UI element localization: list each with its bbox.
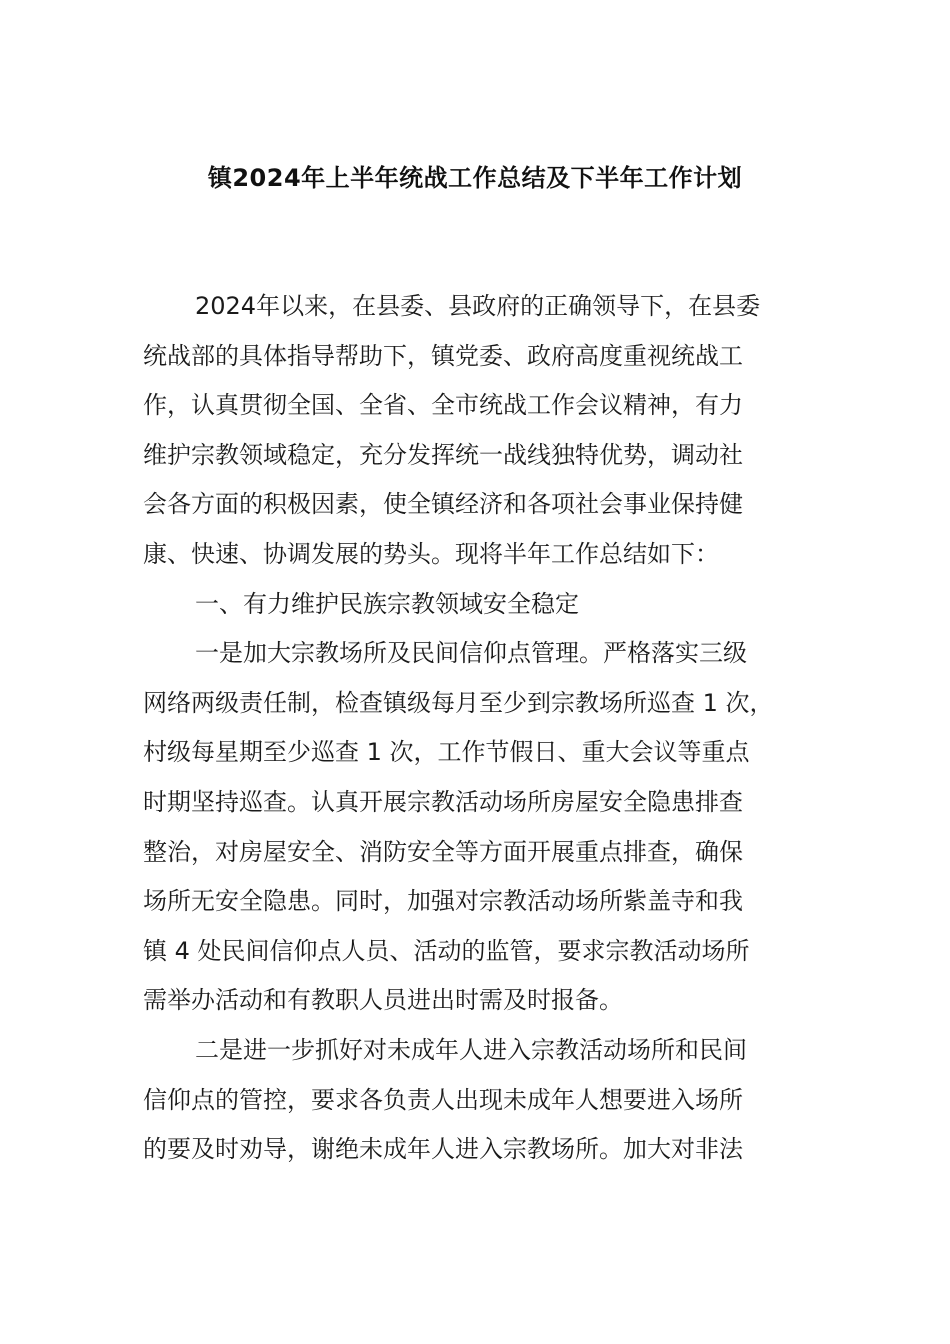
document-title: 镇2024年上半年统战工作总结及下半年工作计划: [207, 164, 743, 192]
paragraph-line: 二是进一步抓好对未成年人进入宗教活动场所和民间: [195, 1035, 747, 1064]
paragraph-line: 的要及时劝导，谢绝未成年人进入宗教场所。加大对非法: [143, 1135, 743, 1164]
paragraph-line: 2024年以来，在县委、县政府的正确领导下，在县委: [195, 292, 761, 320]
paragraph-line: 场所无安全隐患。同时，加强对宗教活动场所紫盖寺和我: [143, 887, 743, 916]
document-body: [143, 282, 807, 1175]
paragraph-line: 作，认真贯彻全国、全省、全市统战工作会议精神，有力: [143, 391, 743, 420]
paragraph-line: 康、快速、协调发展的势头。现将半年工作总结如下：: [143, 539, 719, 568]
paragraph-line: 整治，对房屋安全、消防安全等方面开展重点排查，确保: [143, 837, 743, 866]
paragraph-line: 村级每星期至少巡查 1 次，工作节假日、重大会议等重点: [143, 738, 750, 767]
paragraph-line: 统战部的具体指导帮助下，镇党委、政府高度重视统战工: [143, 341, 743, 370]
paragraph-line: 时期坚持巡查。认真开展宗教活动场所房屋安全隐患排查: [143, 787, 743, 816]
paragraph-line: 信仰点的管控，要求各负责人出现未成年人想要进入场所: [143, 1085, 743, 1114]
paragraph-line: 镇 4 处民间信仰点人员、活动的监管，要求宗教活动场所: [143, 936, 750, 965]
section-heading: 一、有力维护民族宗教领域安全稳定: [195, 589, 579, 618]
paragraph-line: 网络两级责任制，检查镇级每月至少到宗教场所巡查 1 次，: [143, 688, 774, 717]
paragraph-line: 会各方面的积极因素，使全镇经济和各项社会事业保持健: [143, 490, 743, 519]
paragraph-line: 维护宗教领域稳定，充分发挥统一战线独特优势，调动社: [143, 440, 743, 469]
paragraph-line: 需举办活动和有教职人员进出时需及时报备。: [143, 986, 623, 1015]
paragraph-line: 一是加大宗教场所及民间信仰点管理。严格落实三级: [195, 639, 747, 668]
